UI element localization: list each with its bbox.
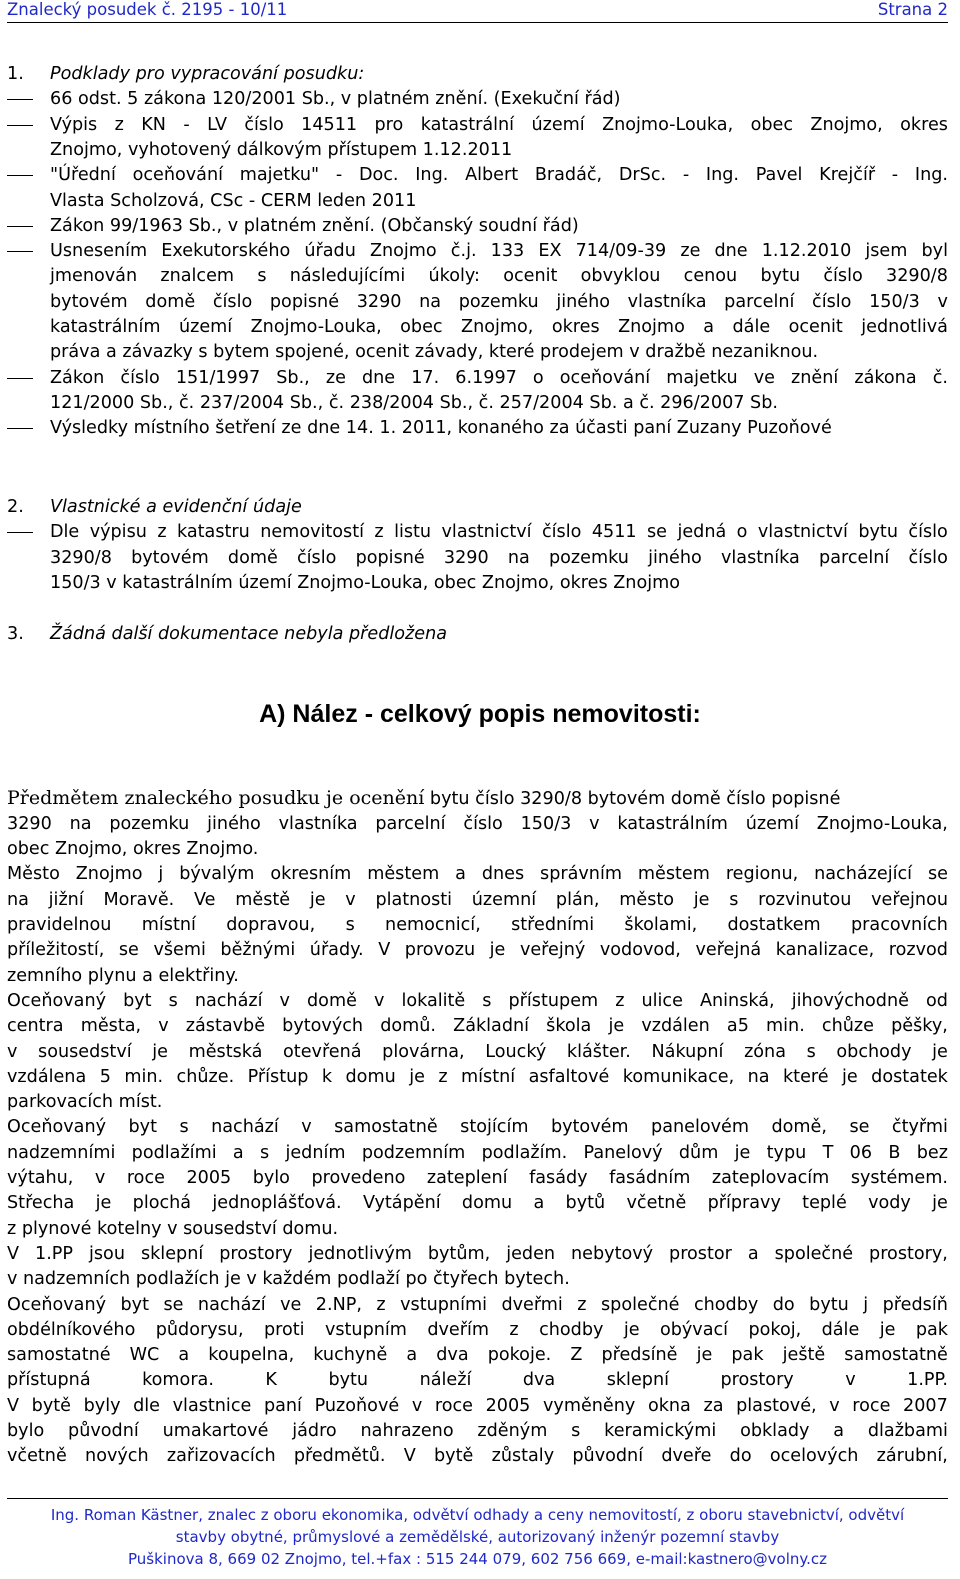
body-line: Střecha je plochá jednoplášťová. Vytápění domu a bytů včetně přípravy teplé vody je	[7, 1193, 948, 1214]
header-divider	[7, 22, 948, 23]
list-bullet-dash	[7, 99, 33, 100]
body-line: včetně nových zařizovacích předmětů. V bytě zůstaly původní dveře do ocelových zárubní,	[7, 1446, 948, 1467]
body-line: výtahu, v roce 2005 bylo provedeno zateplení fasády fasádním zateplovacím systémem.	[7, 1168, 948, 1188]
list-item-line: "Úřední oceňování majetku" - Doc. Ing. Albert Bradáč, DrSc. - Ing. Pavel Krejčíř - Ing.	[50, 165, 948, 186]
list-bullet-dash	[7, 125, 33, 126]
list-item-line: Zákon číslo 151/1997 Sb., ze dne 17. 6.1997 o oceňování majetku ve znění zákona č.	[50, 367, 948, 388]
body-line: obdélníkového půdorysu, proti vstupním dveřím z chodby je obývací pokoj, dále je pak	[7, 1319, 948, 1340]
footer-line: Puškinova 8, 669 02 Znojmo, tel.+fax : 515 244 079, 602 756 669, e-mail:kastnero@volny.cz	[128, 1550, 827, 1568]
body-line: Oceňovaný byt s nachází v samostatně stojícím bytovém panelovém domě, se čtyřmi	[7, 1117, 948, 1138]
body-line: Oceňovaný byt s nachází v domě v lokalitě s přístupem z ulice Aninská, jihovýchodně od	[7, 990, 948, 1011]
footer-divider	[7, 1498, 948, 1499]
list-bullet-dash	[7, 175, 33, 176]
body-line: přístupná komora. K bytu náleží dva sklepní prostory v 1.PP.	[7, 1370, 948, 1391]
list-item-line: Výsledky místního šetření ze dne 14. 1. 2011, konaného za účasti paní Zuzany Puzoňové	[50, 418, 832, 439]
list-item-line: Dle výpisu z katastru nemovitostí z listu vlastnictví číslo 4511 se jedná o vlastnictví bytu číslo	[50, 522, 948, 543]
list-bullet-dash	[7, 532, 33, 533]
body-line: obec Znojmo, okres Znojmo.	[7, 839, 259, 860]
footer-line: stavby obytné, průmyslové a zemědělské, autorizovaný inženýr pozemní stavby	[175, 1528, 780, 1546]
list-item-line: 66 odst. 5 zákona 120/2001 Sb., v platném znění. (Exekuční řád)	[50, 89, 621, 110]
list-item-line: 121/2000 Sb., č. 237/2004 Sb., č. 238/2004 Sb., č. 257/2004 Sb. a č. 296/2007 Sb.	[50, 392, 778, 413]
section-title: Podklady pro vypracování posudku:	[50, 64, 365, 84]
list-item-line: Výpis z KN - LV číslo 14511 pro katastrální území Znojmo-Louka, obec Znojmo, okres	[50, 114, 948, 135]
body-line: na jižní Moravě. Ve městě je v platnosti územní plán, město je s rozvinutou veřejnou	[7, 889, 948, 910]
body-lead-serif: Předmětem znaleckého posudku je ocenění	[7, 787, 425, 809]
list-item-line: Zákon 99/1963 Sb., v platném znění. (Občanský soudní řád)	[50, 215, 579, 236]
section-number: 2.	[7, 497, 24, 517]
list-item-line: 150/3 v katastrálním území Znojmo-Louka, obec Znojmo, okres Znojmo	[50, 572, 680, 593]
section-title: Žádná další dokumentace nebyla předložena	[50, 624, 448, 644]
list-item-line: práva a závazky s bytem spojené, ocenit závady, které prodejem v dražbě nezaniknou.	[50, 342, 819, 363]
body-line: pravidelnou místní dopravou, s nemocnicí, středními školami, dostatkem pracovních	[7, 915, 948, 935]
list-item-line: katastrálním území Znojmo-Louka, obec Znojmo, okres Znojmo a dále ocenit jednotlivá	[50, 317, 948, 337]
list-item-line: bytovém domě číslo popisné 3290 na pozemku jiného vlastníka parcelní číslo 150/3 v	[50, 291, 948, 312]
page-header	[7, 0, 948, 22]
list-item-line: Znojmo, vyhotovený dálkovým přístupem 1.12.2011	[50, 139, 513, 160]
section-number: 3.	[7, 624, 24, 644]
body-line: centra města, v zástavbě bytových domů. Základní škola je vzdálen a5 min. chůze pěšky,	[7, 1016, 948, 1037]
document-number: Znalecký posudek č. 2195 - 10/11	[7, 0, 288, 19]
body-line: zemního plynu a elektřiny.	[7, 965, 239, 986]
body-line: Oceňovaný byt se nachází ve 2.NP, z vstupními dveřmi z společné chodby do bytu j předsíň	[7, 1294, 948, 1315]
body-line: nadzemními podlažími a s jedním podzemním podlažím. Panelový dům je typu T 06 B bez	[7, 1142, 948, 1163]
footer-line: Ing. Roman Kästner, znalec z oboru ekonomika, odvětví odhady a ceny nemovitostí, z oboru stavebnictví, odvětví	[50, 1506, 905, 1524]
list-item-line: Vlasta Scholzová, CSc - CERM leden 2011	[50, 190, 417, 211]
body-line: parkovacích míst.	[7, 1092, 163, 1113]
body-line: V bytě byly dle vlastnice paní Puzoňové v roce 2005 vyměněny okna za plastové, v roce 2007	[7, 1395, 948, 1416]
page-number: Strana 2	[877, 0, 948, 19]
section-number: 1.	[7, 64, 24, 84]
list-bullet-dash	[7, 226, 33, 227]
body-line: v nadzemních podlažích je v každém podlaží po čtyřech bytech.	[7, 1269, 570, 1290]
list-bullet-dash	[7, 251, 33, 252]
body-line: Město Znojmo j bývalým okresním městem a dnes správním městem regionu, nacházející se	[7, 864, 948, 885]
body-lead-rest: bytu číslo 3290/8 bytovém domě číslo popisné	[424, 789, 841, 809]
list-item-line: 3290/8 bytovém domě číslo popisné 3290 na pozemku jiného vlastníka parcelní číslo	[50, 547, 948, 568]
list-item-line: jmenován znalcem s následujícími úkoly: ocenit obvyklou cenou bytu číslo 3290/8	[50, 266, 948, 287]
body-first-line	[7, 786, 948, 812]
body-line: samostatné WC a koupelna, kuchyně a dva pokoje. Z předsíně je pak ještě samostatně	[7, 1345, 948, 1366]
list-item-line: Usnesením Exekutorského úřadu Znojmo č.j. 133 EX 714/09-39 ze dne 1.12.2010 jsem byl	[50, 241, 948, 262]
section-title: Vlastnické a evidenční údaje	[50, 497, 302, 517]
body-line: 3290 na pozemku jiného vlastníka parcelní číslo 150/3 v katastrálním území Znojmo-Louka,	[7, 813, 948, 834]
main-heading: A) Nález - celkový popis nemovitosti:	[259, 700, 701, 728]
list-bullet-dash	[7, 428, 33, 429]
page-footer	[7, 1504, 948, 1570]
body-line: v sousedství je městská otevřená plovárna, Loucký klášter. Nákupní zóna s obchody je	[7, 1041, 948, 1062]
list-bullet-dash	[7, 378, 33, 379]
body-line: vzdálena 5 min. chůze. Přístup k domu je z místní asfaltové komunikace, na které je dostatek	[7, 1066, 948, 1087]
body-line: bylo původní umakartové jádro nahrazeno zděným s keramickými obklady a dlažbami	[7, 1421, 948, 1441]
body-line: z plynové kotelny v sousedství domu.	[7, 1218, 339, 1239]
body-line: V 1.PP jsou sklepní prostory jednotlivým bytům, jeden nebytový prostor a společné prostory,	[7, 1243, 948, 1264]
body-line: příležitostí, se všemi běžnými úřady. V provozu je veřejný vodovod, veřejná kanalizace, rozvod	[7, 940, 948, 961]
